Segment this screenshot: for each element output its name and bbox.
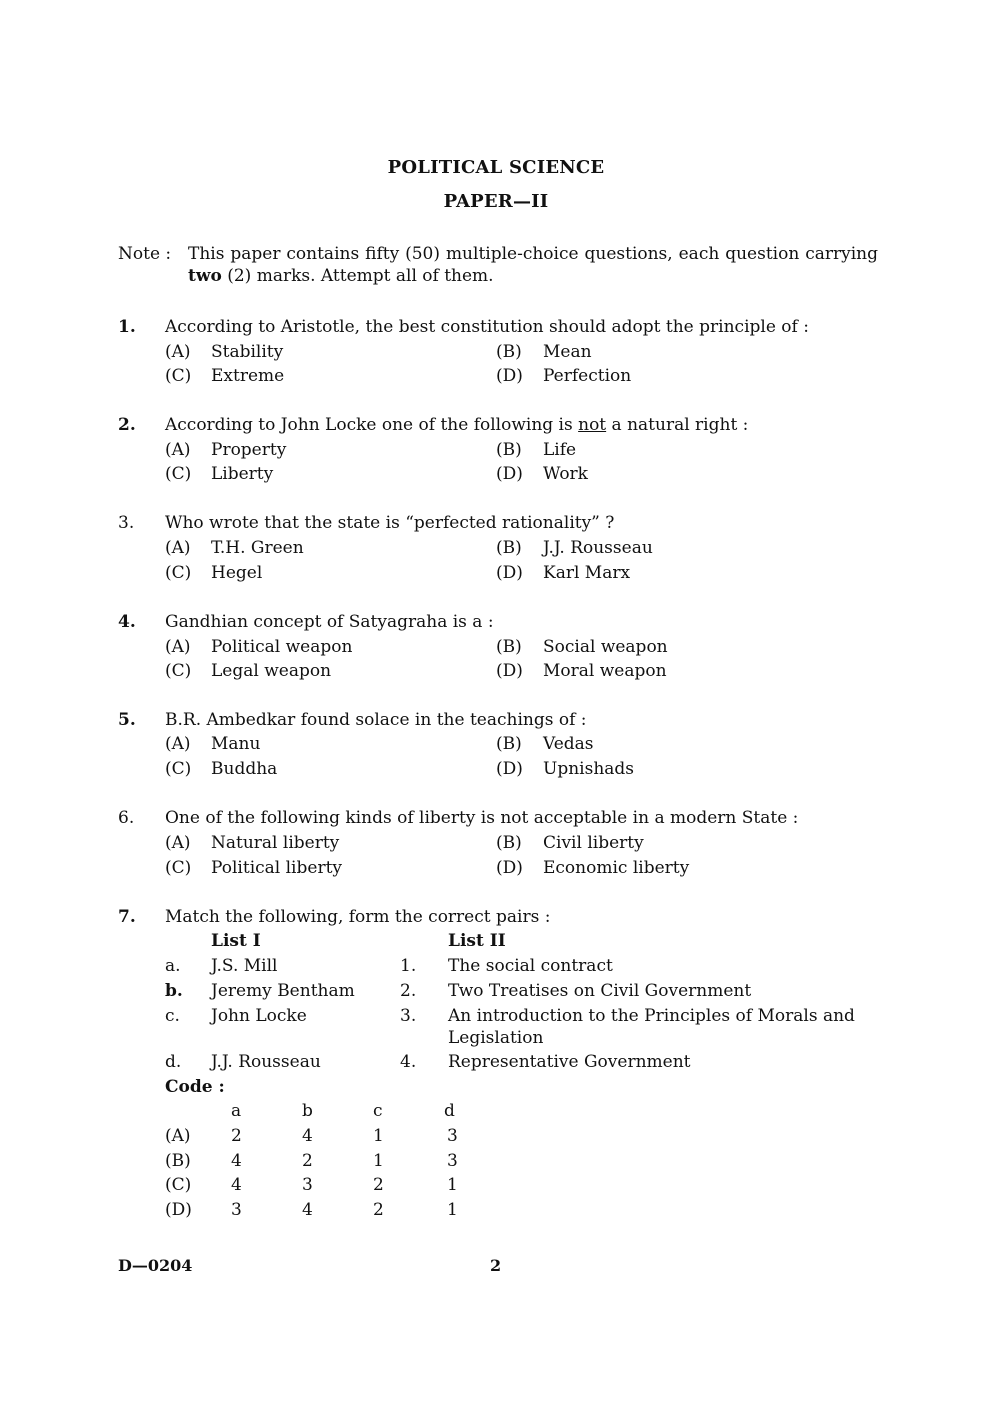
pair-item: Jeremy Bentham — [211, 981, 355, 1001]
option-label: (A) — [165, 440, 191, 460]
pair-letter: c. — [165, 1006, 180, 1026]
question-number: 5. — [118, 710, 136, 730]
page-title: POLITICAL SCIENCE — [387, 157, 605, 178]
question-text: Gandhian concept of Satyagraha is a : — [165, 612, 494, 632]
pair-number: 3. — [400, 1006, 417, 1026]
option-label: (D) — [496, 661, 523, 681]
option-label: (D) — [496, 366, 523, 386]
code-cell: 4 — [231, 1151, 242, 1171]
option-text: Social weapon — [543, 637, 668, 657]
option-label: (B) — [496, 342, 522, 362]
option-text: Extreme — [211, 366, 285, 386]
option-label: (D) — [496, 464, 523, 484]
option-text: Mean — [543, 342, 592, 362]
pair-match: The social contract — [448, 956, 613, 976]
page-subtitle: PAPER—II — [443, 191, 549, 212]
option-label: (C) — [165, 661, 192, 681]
option-label: (D) — [496, 759, 523, 779]
option-label: (B) — [496, 637, 522, 657]
code-cell: 1 — [447, 1175, 458, 1195]
pair-item: J.J. Rousseau — [211, 1052, 321, 1072]
list-2-header: List II — [448, 931, 506, 951]
pair-number: 1. — [400, 956, 417, 976]
option-text: Upnishads — [543, 759, 635, 779]
code-row-label: (A) — [165, 1126, 191, 1146]
option-text: Moral weapon — [543, 661, 667, 681]
option-text: Natural liberty — [211, 833, 340, 853]
note-text: This paper contains fifty (50) multiple-choice questions, each question carrying two (2) marks. Attempt all of them. — [188, 244, 878, 286]
option-text: J.J. Rousseau — [543, 538, 653, 558]
code-cell: 1 — [447, 1200, 458, 1220]
option-label: (C) — [165, 759, 192, 779]
code-row-label: (B) — [165, 1151, 191, 1171]
question-number: 1. — [118, 317, 136, 337]
question-text: Who wrote that the state is “perfected rationality” ? — [165, 513, 615, 533]
option-label: (B) — [496, 440, 522, 460]
option-text: Civil liberty — [543, 833, 644, 853]
code-header: d — [444, 1101, 455, 1121]
option-text: Hegel — [211, 563, 263, 583]
code-header: c — [373, 1101, 383, 1121]
code-cell: 3 — [302, 1175, 313, 1195]
code-cell: 3 — [231, 1200, 242, 1220]
option-label: (A) — [165, 538, 191, 558]
code-row-label: (D) — [165, 1200, 192, 1220]
pair-letter: b. — [165, 981, 183, 1001]
question-text: Match the following, form the correct pairs : — [165, 907, 551, 927]
footer-code: D—0204 — [118, 1256, 193, 1275]
question-text: According to John Locke one of the following is not a natural right : — [165, 415, 749, 435]
code-cell: 3 — [447, 1151, 458, 1171]
question-number: 4. — [118, 612, 136, 632]
pair-match: Representative Government — [448, 1052, 691, 1072]
question-number: 6. — [118, 808, 135, 828]
pair-match-continued: Legislation — [448, 1028, 544, 1048]
code-cell: 1 — [373, 1151, 384, 1171]
option-text: Karl Marx — [543, 563, 631, 583]
question-number: 2. — [118, 415, 136, 435]
option-text: Liberty — [211, 464, 274, 484]
question-text: According to Aristotle, the best constitution should adopt the principle of : — [165, 317, 809, 337]
option-text: Manu — [211, 734, 261, 754]
option-text: Stability — [211, 342, 284, 362]
pair-letter: d. — [165, 1052, 182, 1072]
option-label: (C) — [165, 366, 192, 386]
code-cell: 2 — [302, 1151, 313, 1171]
option-text: T.H. Green — [211, 538, 304, 558]
code-cell: 2 — [373, 1175, 384, 1195]
question-text: One of the following kinds of liberty is not acceptable in a modern State : — [165, 808, 799, 828]
option-label: (A) — [165, 342, 191, 362]
code-cell: 4 — [302, 1200, 313, 1220]
code-cell: 2 — [373, 1200, 384, 1220]
option-text: Legal weapon — [211, 661, 332, 681]
code-cell: 1 — [373, 1126, 384, 1146]
page-number: 2 — [490, 1256, 502, 1275]
code-row-label: (C) — [165, 1175, 192, 1195]
option-label: (B) — [496, 734, 522, 754]
code-header: b — [302, 1101, 313, 1121]
option-text: Life — [543, 440, 577, 460]
note-label: Note : — [118, 244, 172, 264]
pair-match: An introduction to the Principles of Morals and — [448, 1006, 855, 1026]
option-label: (B) — [496, 833, 522, 853]
pair-item: John Locke — [211, 1006, 307, 1026]
option-text: Political weapon — [211, 637, 353, 657]
pair-match: Two Treatises on Civil Government — [448, 981, 752, 1001]
option-text: Political liberty — [211, 858, 343, 878]
option-label: (C) — [165, 563, 192, 583]
question-number: 7. — [118, 907, 136, 927]
option-label: (D) — [496, 563, 523, 583]
question-number: 3. — [118, 513, 135, 533]
option-text: Economic liberty — [543, 858, 690, 878]
pair-number: 2. — [400, 981, 417, 1001]
option-label: (A) — [165, 637, 191, 657]
pair-item: J.S. Mill — [211, 956, 278, 976]
code-cell: 4 — [231, 1175, 242, 1195]
option-text: Property — [211, 440, 287, 460]
option-label: (B) — [496, 538, 522, 558]
question-text: B.R. Ambedkar found solace in the teachings of : — [165, 710, 587, 730]
option-label: (A) — [165, 833, 191, 853]
code-cell: 2 — [231, 1126, 242, 1146]
pair-letter: a. — [165, 956, 181, 976]
option-label: (D) — [496, 858, 523, 878]
code-header: a — [231, 1101, 242, 1121]
code-cell: 3 — [447, 1126, 458, 1146]
code-label: Code : — [165, 1077, 225, 1097]
option-text: Perfection — [543, 366, 632, 386]
option-text: Buddha — [211, 759, 278, 779]
option-text: Vedas — [543, 734, 594, 754]
code-cell: 4 — [302, 1126, 313, 1146]
pair-number: 4. — [400, 1052, 417, 1072]
option-label: (C) — [165, 464, 192, 484]
option-text: Work — [543, 464, 588, 484]
option-label: (C) — [165, 858, 192, 878]
list-1-header: List I — [211, 931, 261, 951]
option-label: (A) — [165, 734, 191, 754]
